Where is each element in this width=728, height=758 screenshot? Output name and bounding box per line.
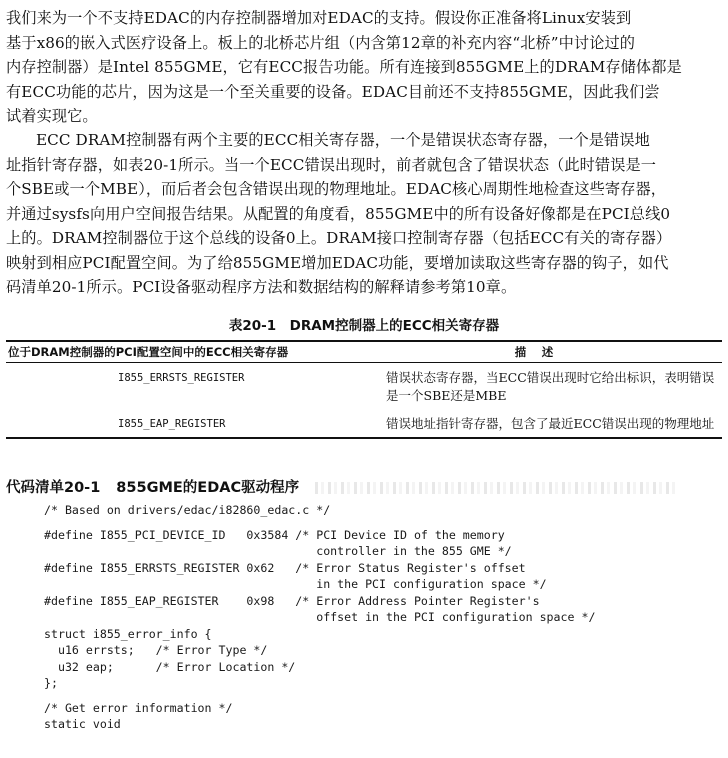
register-description: 错误状态寄存器，当ECC错误出现时它给出标识，表明错误是一个SBE还是MBE: [386, 370, 715, 403]
code-line: static void: [44, 717, 121, 731]
register-name: I855_EAP_REGISTER: [118, 418, 226, 430]
register-name: I855_ERRSTS_REGISTER: [118, 372, 245, 384]
table-row: [6, 363, 722, 409]
text-line: 上的。DRAM控制器位于这个总线的设备0上。DRAM接口控制寄存器（包括ECC有关的寄存器）: [6, 229, 672, 247]
text-line: 内存控制器）是Intel 855GME，它有ECC报告功能。所有连接到855GME上的DRAM存储体都是: [6, 58, 682, 76]
text-line: 有ECC功能的芯片，因为这是一个至关重要的设备。EDAC目前还不支持855GME，因此我们尝: [6, 82, 660, 101]
listing-number: 代码清单20-1: [6, 480, 101, 496]
text-line: ECC DRAM控制器有两个主要的ECC相关寄存器，一个是错误状态寄存器，一个是错误地: [36, 131, 650, 149]
text-line: 试着实现它。: [6, 107, 98, 125]
table-caption: 表20-1 DRAM控制器上的ECC相关寄存器: [228, 318, 500, 334]
ecc-register-table: [6, 340, 722, 439]
table-header: [6, 342, 722, 363]
header-description: 描 述: [514, 345, 556, 359]
text-line: 址指针寄存器，如表20-1所示。当一个ECC错误出现时，前者就包含了错误状态（此时错误是一: [6, 155, 657, 174]
code-line: #define I855_PCI_DEVICE_ID 0x3584 /* PCI Device ID of the memory: [44, 527, 505, 542]
text-line: 我们来为一个不支持EDAC的内存控制器增加对EDAC的支持。假设你正准备将Linux安装到: [6, 9, 632, 27]
listing-title: [6, 476, 675, 497]
code-line: /* Get error information */: [44, 700, 233, 715]
text-line: 码清单20-1所示。PCI设备驱动程序方法和数据结构的解释请参考第10章。: [6, 278, 517, 296]
scan-noise: [315, 482, 675, 494]
text-line: 基于x86的嵌入式医疗设备上。板上的北桥芯片组（内含第12章的补充内容“北桥”中讨论过的: [6, 33, 636, 52]
code-line: };: [44, 676, 58, 690]
code-line: /* Based on drivers/edac/i82860_edac.c */: [44, 503, 331, 517]
code-listing: [44, 502, 595, 733]
code-line: #define I855_EAP_REGISTER 0x98 /* Error Address Pointer Register's: [44, 593, 540, 608]
code-line: u32 eap; /* Error Location */: [44, 659, 296, 674]
code-line: #define I855_ERRSTS_REGISTER 0x62 /* Error Status Register's offset: [44, 560, 526, 575]
table-row: [6, 409, 722, 437]
registers-paragraph: [6, 128, 722, 300]
code-line: offset in the PCI configuration space */: [44, 610, 596, 624]
register-description: 错误地址指针寄存器，包含了最近ECC错误出现的物理地址: [386, 416, 715, 431]
text-line: 个SBE或一个MBE），而后者会包含错误出现的物理地址。EDAC核心周期性地检查这些寄存器，: [6, 180, 667, 198]
code-line: in the PCI configuration space */: [44, 577, 547, 591]
code-line: struct i855_error_info {: [44, 626, 212, 641]
header-register: 位于DRAM控制器的PCI配置空间中的ECC相关寄存器: [8, 345, 289, 359]
text-line: 映射到相应PCI配置空间。为了给855GME增加EDAC功能，要增加读取这些寄存器的钩子，如代: [6, 253, 669, 272]
text-line: 并通过sysfs向用户空间报告结果。从配置的角度看，855GME中的所有设备好像都是在PCI总线0: [6, 204, 671, 223]
intro-paragraph: [6, 6, 722, 129]
code-line: u16 errsts; /* Error Type */: [44, 643, 268, 657]
listing-name: 855GME的EDAC驱动程序: [116, 480, 300, 496]
code-line: controller in the 855 GME */: [44, 544, 512, 558]
